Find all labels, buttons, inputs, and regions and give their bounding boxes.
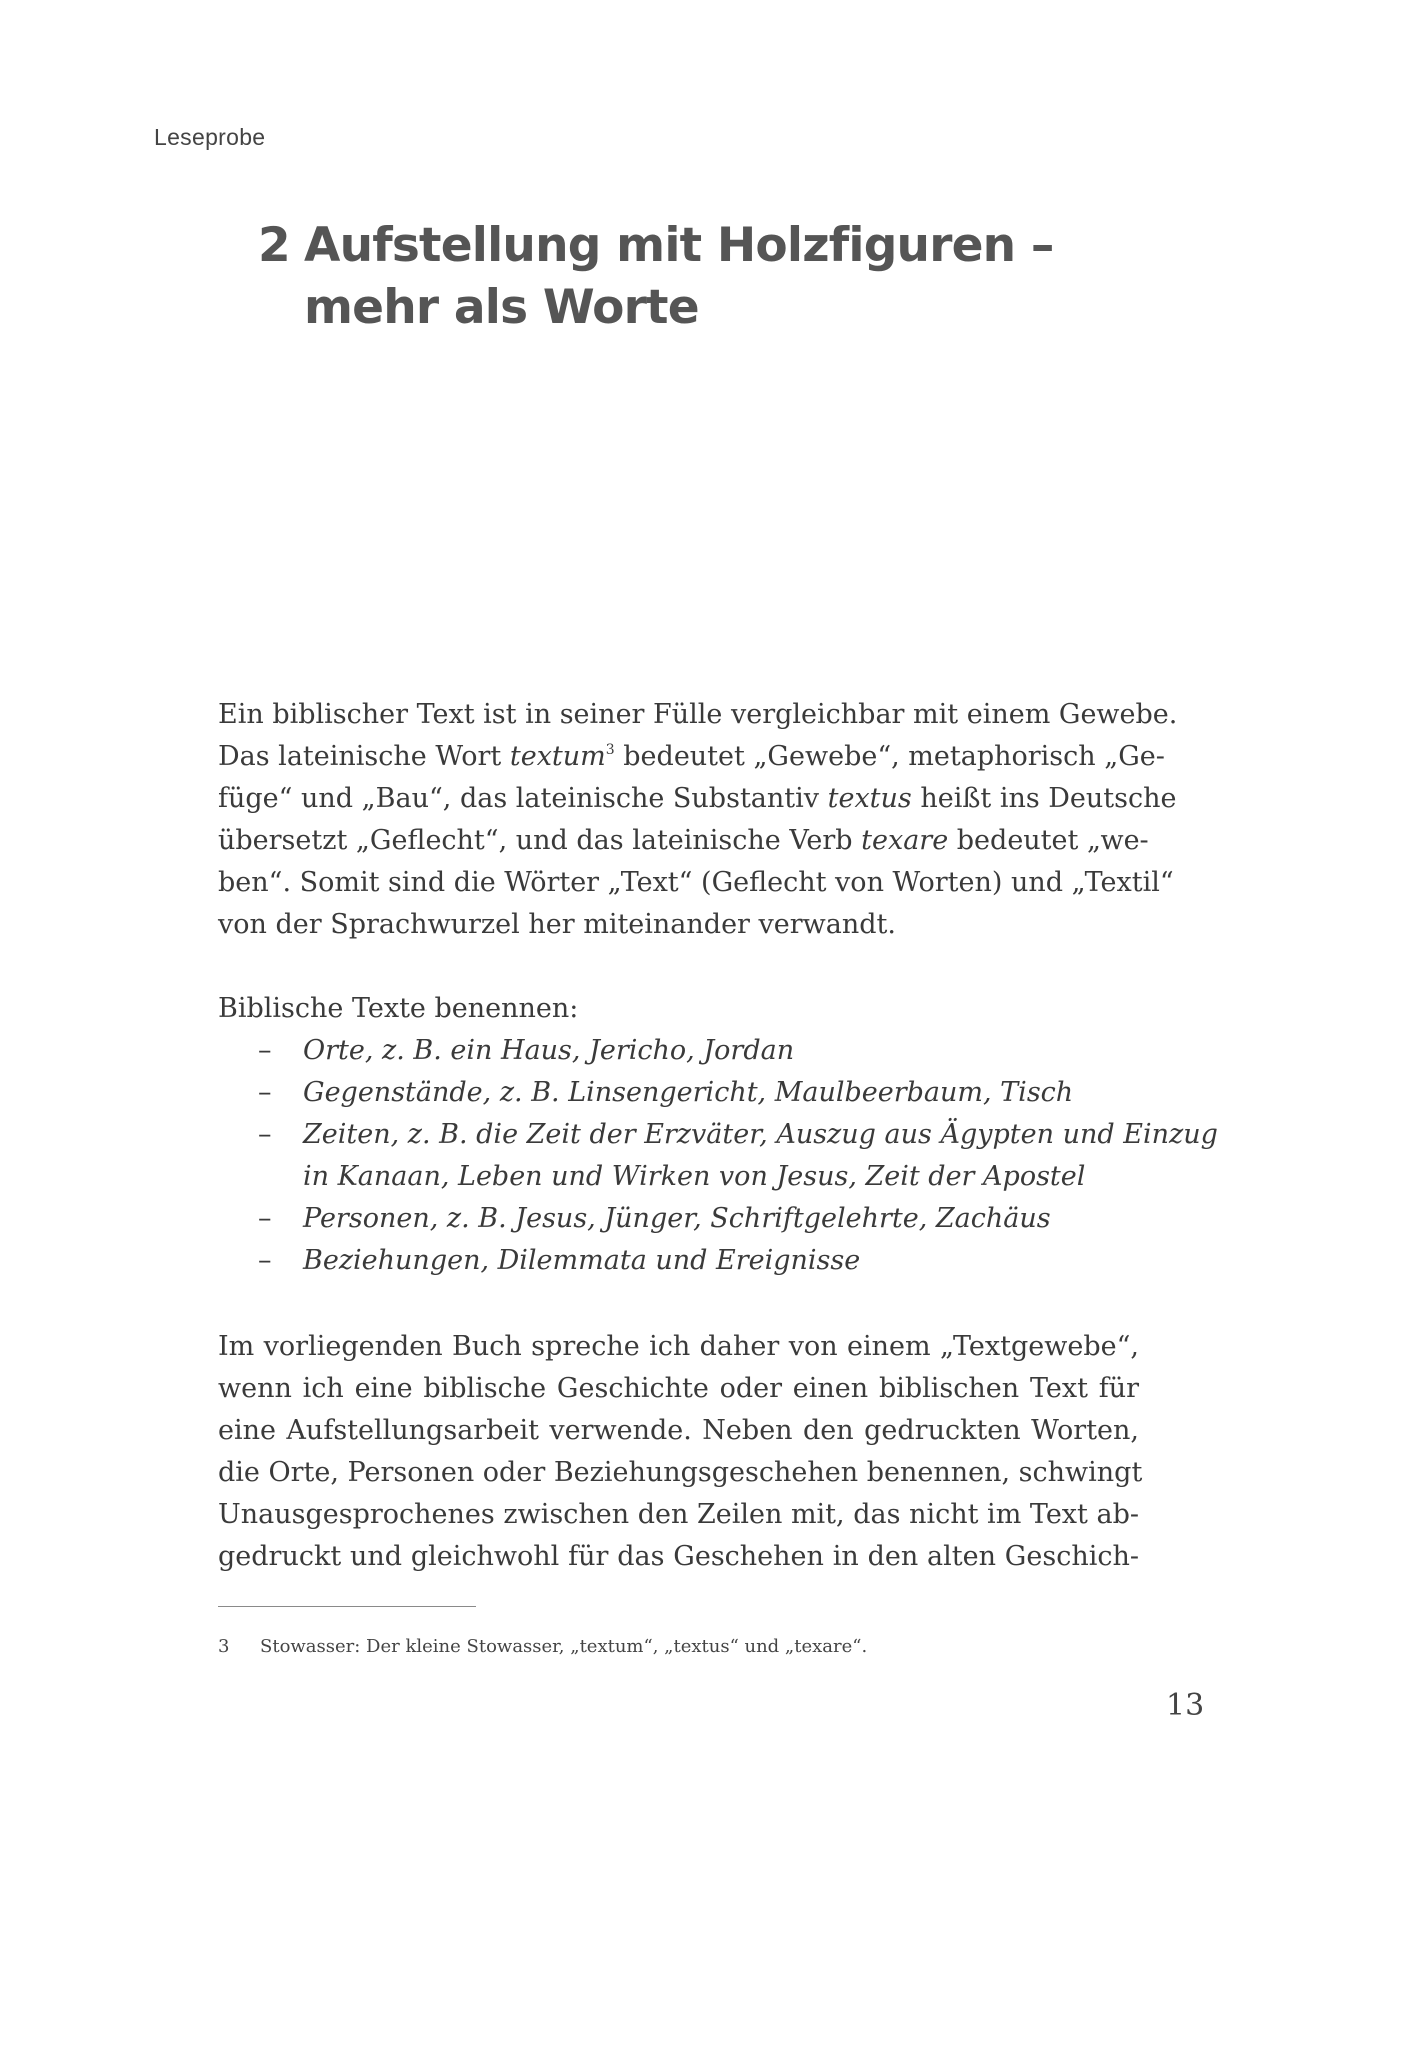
paragraph-line [218,778,1177,820]
chapter-title-line: Aufstellung mit Holzfiguren – [304,218,1054,273]
dash-icon: – [258,1035,272,1066]
paragraph-line [218,736,1165,778]
list-item-text: Orte, z. B. ein Haus, Jericho, Jordan [303,1035,795,1066]
text-run: bedeutet „Gewebe“, metaphorisch „Ge- [614,741,1165,772]
list-item [218,1198,1139,1240]
latin-term: textus [827,783,912,814]
text-run: heißt ins Deutsche [911,783,1177,814]
footnote-reference[interactable]: 3 [605,742,615,758]
paragraph-intro [218,694,1178,946]
footnote-divider [218,1606,476,1607]
paragraph-line [218,820,1149,862]
text-run: bedeutet „we- [948,825,1149,856]
paragraph-line: ben“. Somit sind die Wörter „Text“ (Geflecht von Worten) und „Textil“ [218,867,1174,898]
paragraph-line: wenn ich eine biblische Geschichte oder einen biblischen Text für [218,1373,1139,1404]
running-head: Leseprobe [154,124,266,150]
chapter-title-line: mehr als Worte [304,280,699,335]
footnote-number: 3 [218,1636,230,1657]
paragraph-line: die Orte, Personen oder Beziehungsgeschehen benennen, schwingt [218,1457,1143,1488]
dash-icon: – [258,1119,272,1150]
list-item [218,1240,1139,1282]
list-item [218,1072,1139,1114]
paragraph-line: gedruckt und gleichwohl für das Geschehen in den alten Geschich- [218,1541,1139,1572]
list-item-text: Beziehungen, Dilemmata und Ereignisse [303,1245,861,1276]
chapter-number: 2 [258,218,290,273]
text-run: übersetzt „Geflecht“, und das lateinische Verb [218,825,862,856]
footnote [218,1636,867,1657]
paragraph-line: eine Aufstellungsarbeit verwende. Neben den gedruckten Worten, [218,1415,1139,1446]
dash-icon: – [258,1077,272,1108]
list-item-text: Personen, z. B. Jesus, Jünger, Schriftgelehrte, Zachäus [303,1203,1051,1234]
list-item [218,1114,1218,1198]
list-item-text: Zeiten, z. B. die Zeit der Erzväter, Auszug aus Ägypten und Einzug [303,1119,1218,1150]
list-item-text: Gegenstände, z. B. Linsengericht, Maulbeerbaum, Tisch [303,1077,1074,1108]
dash-icon: – [258,1245,272,1276]
dash-icon: – [258,1203,272,1234]
latin-term: textum [509,741,606,772]
list-intro: Biblische Texte benennen: [218,993,579,1024]
paragraph-line: von der Sprachwurzel her miteinander verwandt. [218,909,896,940]
bullet-list [218,1030,1218,1282]
paragraph-line: Im vorliegenden Buch spreche ich daher von einem „Textgewebe“, [218,1331,1139,1362]
footnote-text: Stowasser: Der kleine Stowasser, „textum“, „textus“ und „texare“. [260,1636,868,1657]
chapter-title-text [304,215,1144,339]
text-run: füge“ und „Bau“, das lateinische Substantiv [218,783,828,814]
paragraph-line: Ein biblischer Text ist in seiner Fülle vergleichbar mit einem Gewebe. [218,699,1178,730]
paragraph-textgewebe [218,1326,1143,1578]
paragraph-line: Unausgesprochenes zwischen den Zeilen mit, das nicht im Text ab- [218,1499,1139,1530]
text-run: Das lateinische Wort [218,741,510,772]
latin-term: texare [861,825,949,856]
list-item-text: in Kanaan, Leben und Wirken von Jesus, Zeit der Apostel [303,1161,1086,1192]
page-number: 13 [1166,1688,1205,1723]
list-item [218,1030,1139,1072]
